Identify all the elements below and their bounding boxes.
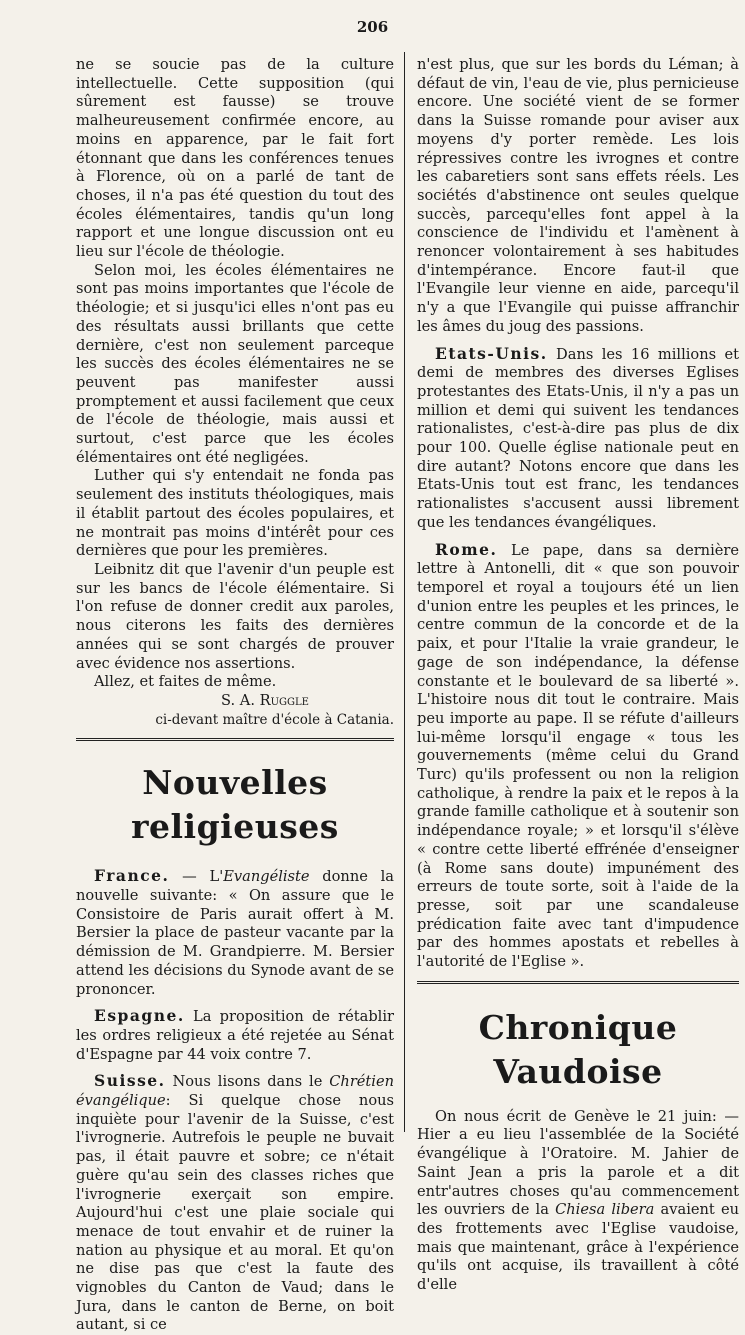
news-lead: Suisse. <box>94 1071 166 1091</box>
news-lead: Espagne. <box>94 1006 185 1026</box>
page-number: 206 <box>356 18 389 36</box>
section-divider <box>76 738 394 741</box>
news-item-etats-unis <box>417 345 739 533</box>
paragraph: Leibnitz dit que l'avenir d'un peuple est sur les bancs de l'école élémentaire. Si l'on refuse de donner credit aux paroles, nous citerons les faits des dernières années qui se sont chargés de prouver avec évidence nos assertions. <box>76 560 394 672</box>
news-text: La proposition de rétablir les ordres religieux a été rejetée au Sénat d'Espagne par 44 voix contre 7. <box>76 1008 394 1063</box>
left-column <box>76 56 394 1335</box>
news-text: — L' <box>169 868 224 886</box>
column-divider <box>404 52 405 1132</box>
section-title-nouvelles: Nouvelles religieuses <box>131 763 339 847</box>
news-item-france <box>76 867 394 999</box>
paragraph: ne se soucie pas de la culture intellectuelle. Cette supposition (qui sûrement est fausse) se trouve malheureusement confirmée encore, au moins en apparence, par le fait fort étonnant que dans les conférences tenues à Florence, où on a parlé de tant de choses, il n'a pas été question du tout des écoles élémentaires, tandis qu'un long rapport et une longue discussion ont eu lieu sur l'école de théologie. <box>76 56 394 261</box>
news-text: : Si quelque chose nous inquiète pour l'avenir de la Suisse, c'est l'ivrognerie. Autrefois le peuple ne buvait pas, il était pauvre et sobre; ce n'était guère qu'au sein des classes riches que l'ivrognerie exerçait son empire. Aujourd'hui c'est une plaie sociale qui menace de tout envahir et de ruiner la nation au physique et au moral. Et qu'on ne dise pas que c'est la faute des vignobles du Canton de Vaud; dans le Jura, dans le canton de Berne, on boit autant, si ce <box>76 1092 394 1334</box>
news-item-rome <box>417 541 739 972</box>
paragraph: Allez, et faites de même. <box>94 673 277 691</box>
section-title-chronique: Chronique Vaudoise <box>478 1007 678 1091</box>
source-title: Evangéliste <box>223 868 310 886</box>
signature-place: ci-devant maître d'école à Catania. <box>155 711 394 728</box>
news-lead: Etats-Unis. <box>435 343 548 363</box>
news-lead: Rome. <box>435 539 498 559</box>
section-divider <box>417 981 739 984</box>
right-column <box>417 56 739 1295</box>
source-title: Chrétien évangélique <box>76 1073 394 1110</box>
news-text: Dans les 16 millions et demi de membres des diverses Eglises protestantes des Etats-Unis, il n'y a pas un million et demi qui suivent les tendances rationalistes, c'est-à-dire pas plus de dix pour 100. Quelle église nationale peut en dire autant? Notons encore que dans les Etats-Unis tout est franc, les tendances rationalistes s'accusent aussi librement que les tendances évangéliques. <box>417 345 739 531</box>
chronicle-paragraph <box>417 1108 739 1295</box>
news-text: Nous lisons dans le <box>165 1073 330 1091</box>
news-text: donne la nouvelle suivante: « On assure que le Consistoire de Paris aurait offert à M. Bersier la place de pasteur vacante par la démission de M. Grandpierre. M. Bersier attend les décisions du Synode avant de se prononcer. <box>76 868 394 998</box>
news-item-espagne <box>76 1007 394 1064</box>
chronicle-text: On nous écrit de Genève le 21 juin: — Hier a eu lieu l'assemblée de la Société évangélique à l'Oratoire. M. Jahier de Saint Jean a pris la parole et a dit entr'autres choses qu'au commencement les ouvriers de la <box>417 1107 739 1219</box>
news-item-suisse <box>76 1072 394 1335</box>
source-title: Chiesa libera <box>555 1201 655 1219</box>
signature-name: S. A. Ruggle <box>221 691 309 709</box>
paragraph: Selon moi, les écoles élémentaires ne sont pas moins importantes que l'école de théologie; et si jusqu'ici elles n'ont pas eu des résultats aussi brillants que cette dernière, c'est non seulement parceque les succès des écoles élémentaires ne se peuvent pas manifester aussi promptement et aussi facilement que ceux de l'école de théologie, mais aussi et surtout, c'est parce que les écoles élémentaires ont été negligées. <box>76 261 394 466</box>
chronicle-text: avaient eu des frottements avec l'Eglise vaudoise, mais que maintenant, grâce à l'expérience qu'ils ont acquise, ils travaillent à côté d'elle <box>417 1201 739 1294</box>
news-lead: France. <box>94 866 170 886</box>
paragraph: Luther qui s'y entendait ne fonda pas seulement des instituts théologiques, mais il établit partout des écoles populaires, et ne montrait pas moins d'intérêt pour ces dernières que pour les premières. <box>76 467 394 560</box>
paragraph: n'est plus, que sur les bords du Léman; à défaut de vin, l'eau de vie, plus pernicieuse encore. Une société vient de se former dans la Suisse romande pour aviser aux moyens d'y porter remède. Les lois répressives contre les ivrognes et contre les cabaretiers sont sans effets réels. Les sociétés d'abstinence ont seules quelque succès, parcequ'elles font appel à la conscience de l'individu et l'amènent à renoncer volontairement à ses habitudes d'intempérance. Encore faut-il que l'Evangile leur vienne en aide, parcequ'il n'y a que l'Evangile qui puisse affranchir les âmes du joug des passions. <box>417 56 739 335</box>
news-text: Le pape, dans sa dernière lettre à Antonelli, dit « que son pouvoir temporel et royal a toujours été un lien d'union entre les peuples et les princes, le centre commun de la concorde et de la paix, et pour l'Italie la vraie grandeur, le gage de son indépendance, la défense constante et le boulevard de sa liberté ». L'histoire nous dit tout le contraire. Mais peu importe au pape. Il se réfute d'ailleurs lui-même lorsqu'il engage « tous les gouvernements (même celui du Grand Turc) qu'ils professent ou non la religion catholique, à rendre la paix et le repos à la grande famille catholique et à soutenir son indépendance royale; » et lorsqu'il s'élève « contre cette liberté effrénée d'enseigner (à Rome sans doute) impunément des erreurs de toute sorte, soit à l'aide de la presse, soit par une scandaleuse prédication faite avec tant d'impudence par des hommes apostats et rebelles à l'autorité de l'Eglise ». <box>417 541 739 971</box>
